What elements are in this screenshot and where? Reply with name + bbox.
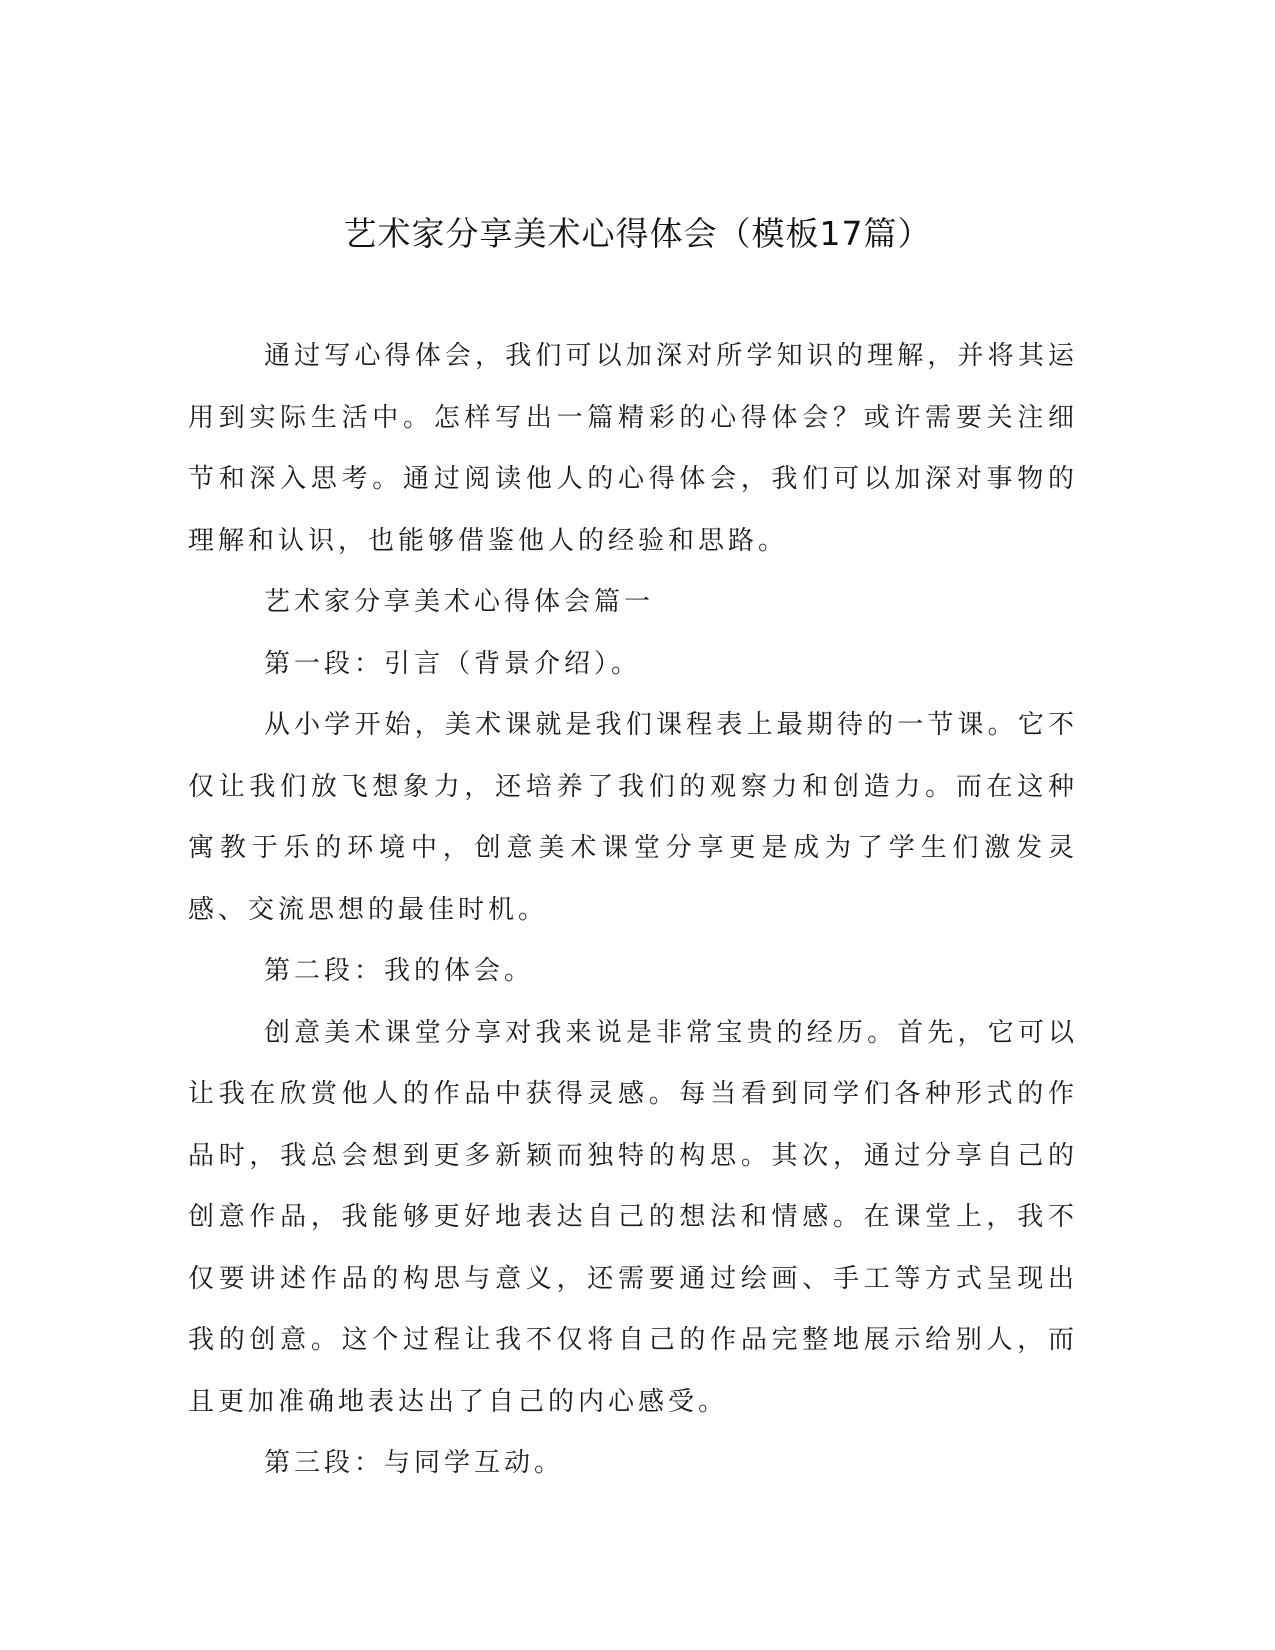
- paragraph-heading-2: 第二段：我的体会。: [264, 956, 535, 986]
- paragraph-heading-1: 第一段：引言（背景介绍）。: [264, 648, 642, 679]
- document-title: 艺术家分享美术心得体会（模板17篇）: [343, 214, 932, 253]
- section-heading: 艺术家分享美术心得体会篇一: [264, 587, 655, 617]
- intro-paragraph: 通过写心得体会，我们可以加深对所学知识的理解，并将其运用到实际生活中。怎样写出一篇精彩的心得体会？或许需要关注细节和深入思考。通过阅读他人的心得体会，我们可以加深对事物的理解和认识，也能够借鉴他人的经验和思路。: [188, 341, 1078, 556]
- paragraph-2: 创意美术课堂分享对我来说是非常宝贵的经历。首先，它可以让我在欣赏他人的作品中获得灵感。每当看到同学们各种形式的作品时，我总会想到更多新颖而独特的构思。其次，通过分享自己的创意作品，我能够更好地表达自己的想法和情感。在课堂上，我不仅要讲述作品的构思与意义，还需要通过绘画、手工等方式呈现出我的创意。这个过程让我不仅将自己的作品完整地展示给别人，而且更加准确地表达出了自己的内心感受。: [188, 1017, 1078, 1417]
- paragraph-1: 从小学开始，美术课就是我们课程表上最期待的一节课。它不仅让我们放飞想象力，还培养了我们的观察力和创造力。而在这种寓教于乐的环境中，创意美术课堂分享更是成为了学生们激发灵感、交流思想的最佳时机。: [188, 710, 1078, 925]
- document-body: [188, 326, 1078, 1495]
- paragraph-heading-3: 第三段：与同学互动。: [264, 1448, 565, 1478]
